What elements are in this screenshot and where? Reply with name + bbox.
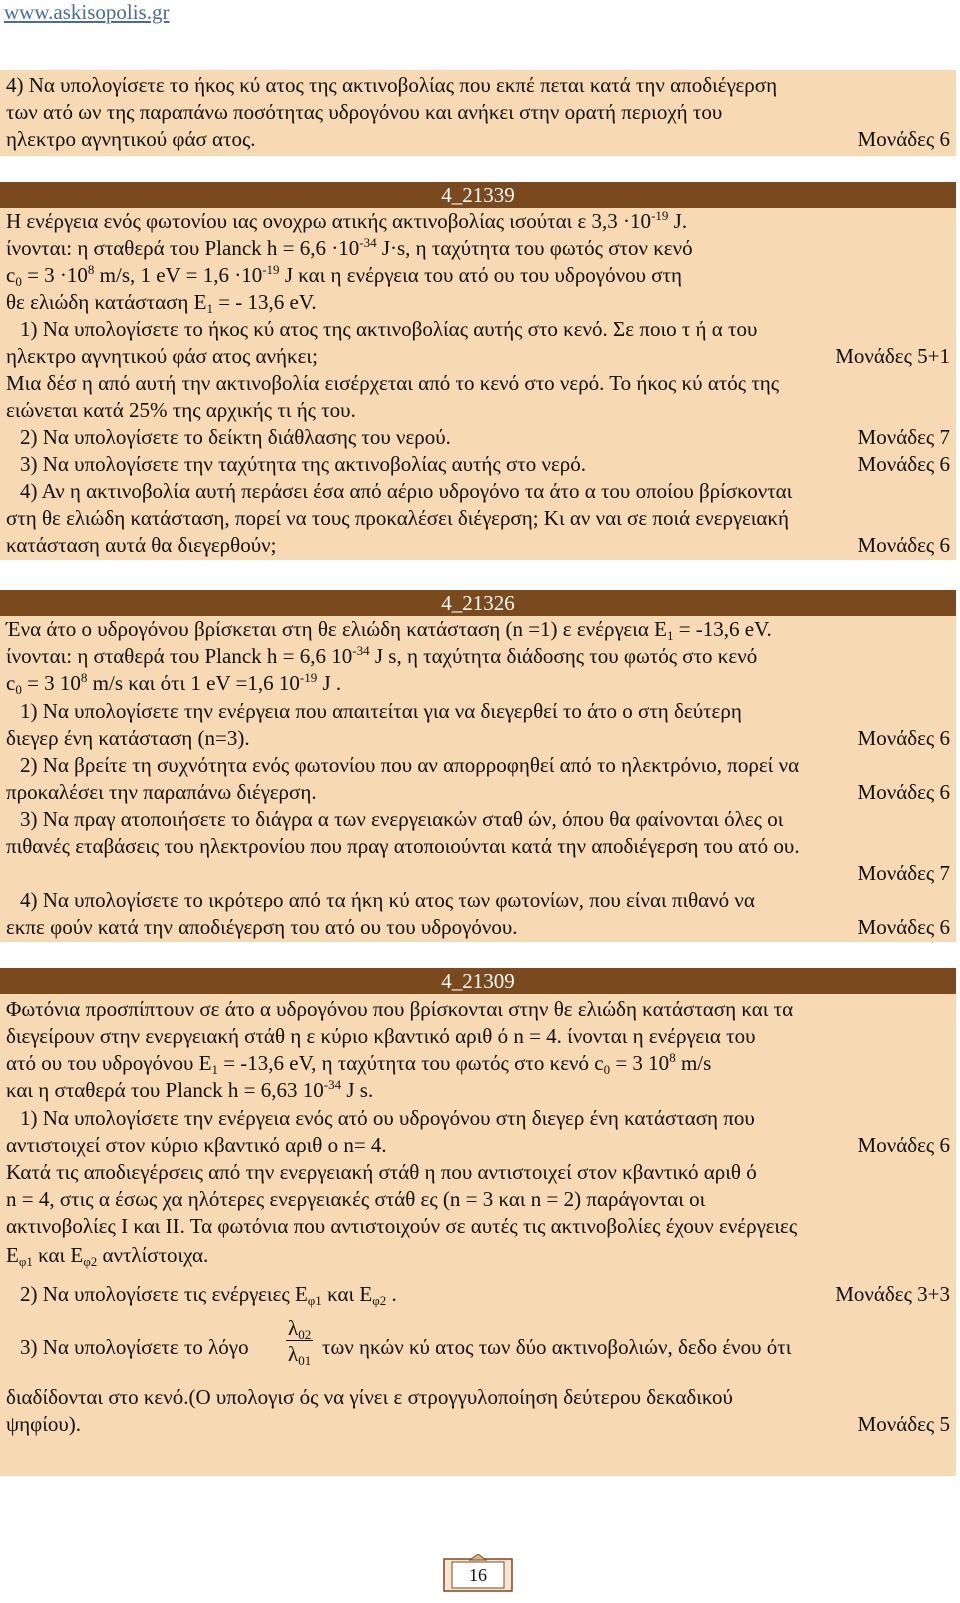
text-line: διεγείρουν στην ενεργειακή στάθ η ε κύριο κβαντικό αριθ ό n = 4. ίνονται η ενέργεια του (6, 1024, 756, 1048)
marks-label: Μονάδες 7 (857, 425, 950, 449)
text-line: διεγερ ένη κατάσταση (n=3). (6, 726, 250, 750)
text-line: αντιστοιχεί στον κύριο κβαντικό αριθ ο n= 4. (6, 1133, 387, 1157)
problem-21339-block (0, 208, 956, 560)
text-line: θε ελιώδη κατάσταση $E_1$ = - 13,6 eV. (6, 290, 317, 316)
page-number-box (442, 1554, 514, 1594)
text-line: Μια δέσ η από αυτή την ακτινοβολία εισέρχεται από το κενό στο νερό. Το ήκος κύ ατός της (6, 371, 780, 395)
question-1: 1) Να υπολογίσετε την ενέργεια που απαιτείται για να διεγερθεί το άτο ο στη δεύτερη (20, 699, 742, 723)
marks-label: Μονάδες 6 (857, 533, 950, 557)
text-line: Η ενέργεια ενός φωτονίου ιας ονοχρω ατικής ακτινοβολίας ισούται ε $3,3 \cdot 10^{-19}$ J. (6, 208, 688, 233)
text-line: των ηκών κύ ατος των δύο ακτινοβολιών, δεδο ένου ότι (322, 1335, 792, 1359)
marks-label: Μονάδες 6 (857, 780, 950, 804)
marks-label: Μονάδες 6 (857, 915, 950, 939)
marks-label: Μονάδες 7 (857, 861, 950, 885)
marks-label: Μονάδες 5+1 (835, 344, 950, 368)
question-3: 3) Να υπολογίσετε την ταχύτητα της ακτινοβολίας αυτής στο νερό. (20, 452, 587, 476)
question-3: 3) Να πραγ ατοποιήσετε το διάγρα α των ενεργειακών σταθ ών, όπου θα φαίνονται όλες οι (20, 807, 784, 831)
top-question-block (0, 70, 956, 156)
marks-label: Μονάδες 6 (857, 452, 950, 476)
marks-label: Μονάδες 3+3 (835, 1282, 950, 1306)
text-line: ψηφίου). (6, 1412, 82, 1436)
question-1: 1) Να υπολογίσετε το ήκος κύ ατος της ακτινοβολίας αυτής στο κενό. Σε ποιο τ ή α του (20, 317, 758, 341)
text-line: ηλεκτρο αγνητικού φάσ ατος ανήκει; (6, 344, 318, 368)
text-line: Κατά τις αποδιεγέρσεις από την ενεργειακή στάθ η που αντιστοιχεί στον κβαντικό αριθ ό (6, 1160, 757, 1184)
text-line: διαδίδονται στο κενό.(Ο υπολογισ ός να γίνει ε στρογγυλοποίηση δεύτερου δεκαδικού (6, 1385, 733, 1409)
text-line: $c_0 = 3$ $10^8$ m/s και ότι 1 eV =1,6 $10^{-19}$ J . (6, 670, 342, 697)
text-line: κατάσταση αυτά θα διεγερθούν; (6, 533, 277, 557)
text-line: $E_{\varphi 1}$ και $E_{\varphi 2}$ αντλίστοιχα. (6, 1243, 209, 1269)
text-line: ατό ου του υδρογόνου $E_1 = -13,6$ eV, η ταχύτητα του φωτός στο κενό $c_0 = 3$ $10^8$ m/s (6, 1050, 712, 1077)
question-1: 1) Να υπολογίσετε την ενέργεια ενός ατό ου υδρογόνου στη διεγερ ένη κατάσταση που (20, 1106, 755, 1130)
text-line: Ένα άτο ο υδρογόνου βρίσκεται στη θε ελιώδη κατάσταση (n =1) ε ενέργεια $E_1 = -13,6$ eV. (6, 617, 772, 643)
question-2: 2) Να βρείτε τη συχνότητα ενός φωτονίου που αν απορροφηθεί από το ηλεκτρόνιο, πορεί να (20, 753, 800, 777)
problem-header: 4_21309 (0, 968, 956, 994)
fraction-numerator: $\lambda_{02}$ (288, 1316, 312, 1342)
text-line: ίνονται: η σταθερά του Planck h = 6,6 $10^{-34}$ J s, η ταχύτητα διάδοσης του φωτός στο κενό (6, 643, 758, 668)
fraction-denominator: $\lambda_{01}$ (288, 1342, 312, 1368)
page-number: 16 (469, 1565, 487, 1585)
question-3: 3) Να υπολογίσετε το λόγο (20, 1335, 249, 1359)
marks-label: Μονάδες 6 (857, 726, 950, 750)
text-line: ειώνεται κατά 25% της αρχικής τι ής του. (6, 398, 356, 422)
site-link[interactable]: www.askisopolis.gr (4, 0, 170, 24)
text-line: των ατό ων της παραπάνω ποσότητας υδρογόνου και ανήκει στην ορατή περιοχή του (6, 100, 723, 124)
problem-21326-block (0, 616, 956, 942)
text-line: Φωτόνια προσπίπτουν σε άτο α υδρογόνου που βρίσκονται στην θε ελιώδη κατάσταση και τα (6, 997, 794, 1021)
question-2: 2) Να υπολογίσετε το δείκτη διάθλασης του νερού. (20, 425, 451, 449)
question-2: 2) Να υπολογίσετε τις ενέργειες $E_{\varphi 1}$ και $E_{\varphi 2}$ . (20, 1282, 397, 1308)
question-4: 4) Αν η ακτινοβολία αυτή περάσει έσα από αέριο υδρογόνο τα άτο α του οποίου βρίσκονται (20, 479, 793, 503)
text-line: στη θε ελιώδη κατάσταση, πορεί να τους προκαλέσει διέγερση; Κι αν ναι σε ποιά ενεργειακή (6, 506, 789, 530)
text-line: πιθανές εταβάσεις του ηλεκτρονίου που πραγ ατοποιούνται κατά την αποδιέγερση του ατό ου. (6, 834, 800, 858)
marks-label: Μονάδες 5 (857, 1412, 950, 1436)
text-line: n = 4, στις α έσως χα ηλότερες ενεργειακές στάθ ες (n = 3 και n = 2) παράγονται οι (6, 1187, 706, 1211)
problem-header: 4_21326 (0, 590, 956, 616)
question-4: 4) Να υπολογίσετε το ικρότερο από τα ήκη κύ ατος των φωτονίων, που είναι πιθανό να (20, 888, 755, 912)
text-line: $c_0 = 3 \cdot 10^8$ m/s, 1 eV = $1,6 \cdot 10^{-19}$ J και η ενέργεια του ατό ου του υδρογόνου στη (6, 262, 682, 289)
text-line: ακτινοβολίες Ι και ΙΙ. Τα φωτόνια που αντιστοιχούν σε αυτές τις ακτινοβολίες έχουν ενέργειες (6, 1214, 798, 1238)
text-line: προκαλέσει την παραπάνω διέγερση. (6, 780, 317, 804)
lambda-ratio-fraction (286, 1316, 313, 1367)
problem-header: 4_21339 (0, 182, 956, 208)
text-line: εκπε φούν κατά την αποδιέγερση του ατό ου του υδρογόνου. (6, 915, 518, 939)
text-line: 4) Να υπολογίσετε το ήκος κύ ατος της ακτινοβολίας που εκπέ πεται κατά την αποδιέγερση (6, 73, 778, 97)
text-line: ίνονται: η σταθερά του Planck $h = 6,6 \cdot 10^{-34}$ J·s, η ταχύτητα του φωτός στον κενό (6, 235, 693, 260)
marks-label: Μονάδες 6 (857, 127, 950, 151)
marks-label: Μονάδες 6 (857, 1133, 950, 1157)
text-line: και η σταθερά του Planck h = 6,63 $10^{-34}$ J s. (6, 1077, 374, 1102)
text-line: ηλεκτρο αγνητικού φάσ ατος. (6, 127, 256, 151)
problem-21309-block (0, 994, 956, 1476)
